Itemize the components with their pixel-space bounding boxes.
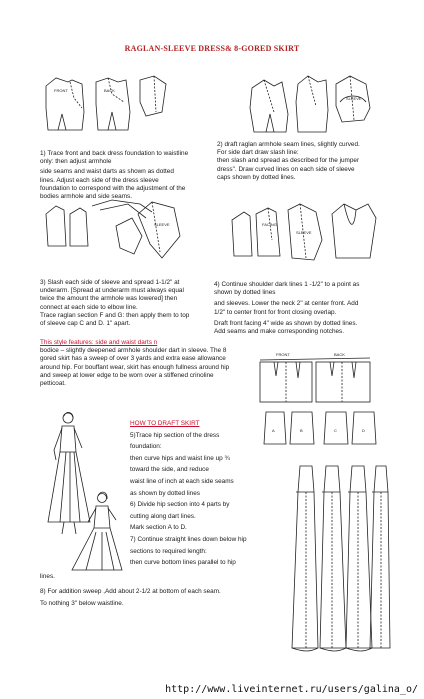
- step2-text: 2) draft raglan armhole seam lines, slightly curved. For side dart draw slash line: then slash and spread as described for the jumper dress". Draw curved lines on each side of sleeve caps shown by dotted lines.: [217, 141, 360, 181]
- page-title: RAGLAN-SLEEVE DRESS& 8-GORED SKIRT: [124, 44, 300, 53]
- section-b-label: B: [300, 428, 303, 433]
- sleeve-label-1: SLEEVE: [346, 96, 362, 101]
- skirt-gores-diagram: [290, 462, 390, 652]
- section-a-label: A: [272, 428, 275, 433]
- step3-text: 3) Slash each side of sleeve and spread 1-1/2" at underarm. [Spread at underarm must always equal twice the amount the armhole was lowered] then connect at each side to elbow line. Trace raglan section F and G: then apply them to top of sleeve cap C and D. 1" apart.: [40, 279, 190, 328]
- features-heading: This style features: side and waist darts n: [40, 339, 158, 346]
- skirt-hip-section-diagram: [256, 352, 376, 412]
- howto-heading: HOW TO DRAFT SKIRT: [130, 420, 200, 427]
- step4-text: 4) Continue shoulder dark lines 1 -1/2" to a point as shown by dotted lines and sleeves. Lower the neck 2" at center front. Add 1/2" to center front for front closing overlap. Draft front facing 4" wide as shown by dotted lines. Add seams and make corresponding notches.: [214, 281, 360, 336]
- section-c-label: C: [334, 428, 337, 433]
- sleeve-label-3: SLEEVE: [296, 230, 312, 235]
- section-d-label: D: [362, 428, 365, 433]
- sleeve-spread-diagram: [42, 196, 202, 266]
- step1-text: 1) Trace front and back dress foundation to waistline only: then adjust armhole side seams and waist darts as shown as dotted lines. Adjust each side of the dress sleeve foundation to correspond with the adjustment of the bodies armhole and side seams.: [40, 150, 189, 201]
- howto-tail: lines.: [40, 573, 55, 580]
- bodice-draft-diagram: [42, 72, 172, 142]
- facing-label: FACING: [262, 222, 277, 227]
- skirt-front-label: FRONT: [276, 352, 290, 357]
- facing-diagram: [228, 200, 388, 270]
- dress-illustration: [46, 410, 126, 580]
- style-features: This style features: side and waist darts n bodice – slightly deepened armhole shoulder dart in sleeve. The 8 gored skirt has a sweep of over 3 yards and extra ease allowance around hip. For bouffant wear, skirt has enough fullness around hip and sweep at lower edge to be worn over a stiffened crinoline petticoat.: [40, 339, 240, 388]
- sleeve-label-2: SLEEVE: [154, 222, 170, 227]
- step8-text: 8) For addition sweep ,Add about 2-1/2 at bottom of each seam. To nothing 3" below waistline.: [40, 588, 221, 607]
- how-to-draft-skirt: HOW TO DRAFT SKIRT 5)Trace hip section of the dress foundation: then curve hips and waist line up ¾ toward the side, and reduce waist line of inch at each side seams as shown by dotted lines 6) Divide hip section into 4 parts by cutting along dart lines. Mark section A to D. 7) Continue straight lines down below hip sections to required length: then curve bottom lines parallel to hip: [130, 418, 300, 569]
- raglan-lines-diagram: [246, 72, 376, 142]
- front-label: FRONT: [54, 88, 68, 93]
- back-label: BACK: [104, 88, 115, 93]
- skirt-back-label: BACK: [334, 352, 345, 357]
- source-url[interactable]: http://www.liveinternet.ru/users/galina_o/: [165, 684, 418, 695]
